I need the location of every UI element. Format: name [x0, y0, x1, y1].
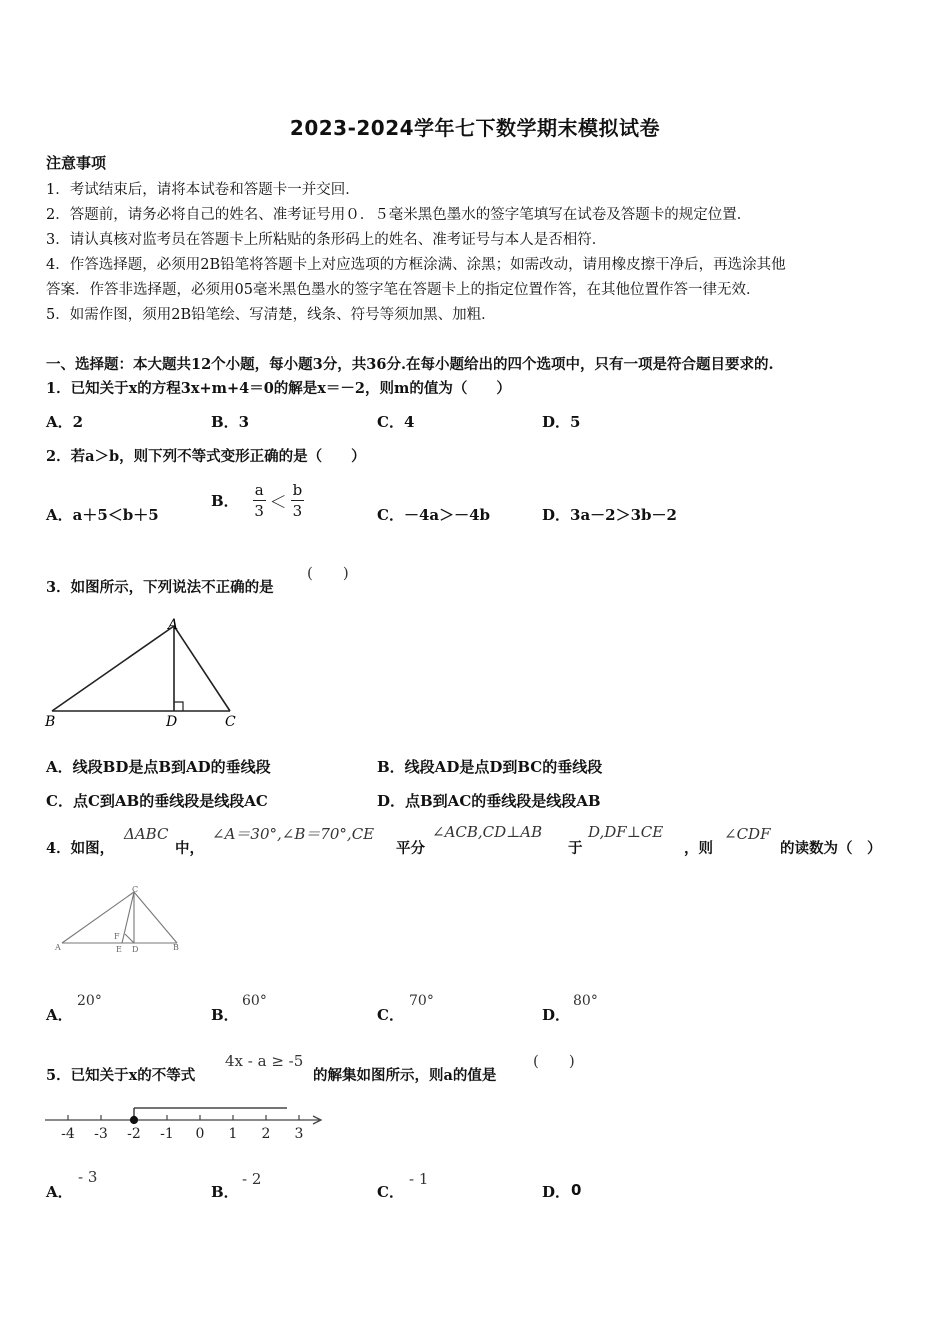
q5-option-c-value: - 1 [409, 1170, 429, 1188]
q5-option-b-label: B． [211, 1183, 239, 1201]
note-item: 3．请认真核对监考员在答题卡上所粘贴的条形码上的姓名、准考证号与本人是否相符． [46, 232, 607, 248]
segment-ab [52, 626, 174, 711]
right-angle-mark [174, 702, 183, 711]
q4-option-b-value: 60° [242, 993, 267, 1009]
denominator: 3 [292, 502, 303, 520]
q5-option-d-label: D． [542, 1183, 571, 1201]
q5-option-a-value: - 3 [78, 1168, 98, 1186]
q4-target-angle: ∠CDF [724, 825, 771, 843]
numerator: a [254, 481, 264, 499]
q4-condition: ∠ACB,CD⊥AB [432, 823, 543, 841]
q5-suffix: 的解集如图所示，则a的值是 [313, 1067, 497, 1084]
note-item: 2．答题前，请务必将自己的姓名、准考证号用０．５毫米黑色墨水的签字笔填写在试卷及答题卡的规定位置． [46, 207, 752, 223]
label-c: C [132, 885, 139, 894]
fraction [291, 480, 305, 521]
q5-option-c-label: C． [377, 1183, 404, 1201]
q4-triangle: ΔABC [124, 825, 169, 843]
label-c: C [225, 714, 236, 730]
q1-option-a: A．2 [46, 413, 84, 431]
tick-label: 1 [228, 1126, 238, 1142]
q4-option-d-value: 80° [573, 993, 598, 1009]
q4-option-c-label: C． [377, 1006, 404, 1024]
q3-option-a: A．线段BD是点B到AD的垂线段 [46, 758, 271, 776]
q4-option-a-label: A． [46, 1006, 73, 1024]
label-f: F [114, 932, 120, 941]
denominator: 3 [254, 502, 264, 520]
q1-option-d: D．5 [542, 413, 581, 431]
q1-option-c: C．4 [377, 413, 415, 431]
q4-tail: 的读数为（ ） [780, 840, 882, 857]
q4-angles: ∠A＝30°,∠B＝70°,CE [212, 825, 375, 843]
q5-paren: ( ) [533, 1052, 575, 1070]
q4-condition: D,DF⊥CE [588, 823, 664, 841]
q5-number-line [40, 1098, 330, 1148]
q5-prefix: 5．已知关于x的不等式 [46, 1067, 196, 1084]
q3-stem: 3．如图所示，下列说法不正确的是 [46, 579, 274, 596]
label-a: A [168, 617, 179, 633]
q2-stem: 2．若a＞b，则下列不等式变形正确的是（ ） [46, 448, 366, 465]
q4-prefix: 4．如图， [46, 840, 115, 857]
q3-option-c: C．点C到AB的垂线段是线段AC [46, 792, 268, 810]
q2-option-b [211, 480, 304, 521]
q5-option-a-label: A． [46, 1183, 73, 1201]
label-b: B [45, 714, 56, 730]
tick-label: -2 [127, 1126, 141, 1142]
page-title: 2023-2024学年七下数学期末模拟试卷 [289, 116, 661, 140]
fraction [253, 480, 266, 521]
segment-ac [174, 626, 230, 711]
notes-heading: 注意事项 [46, 154, 107, 172]
q4-text: 于 [568, 840, 583, 857]
label-d: D [132, 945, 139, 954]
label-b: B [173, 943, 179, 952]
q4-option-d-label: D． [542, 1006, 571, 1024]
q2-option-b-label: B． [211, 492, 239, 510]
q5-option-d-value: 0 [571, 1181, 582, 1199]
q1-stem: 1．已知关于x的方程3x+m+4＝0的解是x＝－2，则m的值为（ ） [46, 380, 511, 397]
solution-endpoint-dot [130, 1116, 137, 1123]
q5-option-b-value: - 2 [242, 1170, 262, 1188]
q3-triangle-figure [40, 612, 250, 732]
q4-option-b-label: B． [211, 1006, 239, 1024]
tick-label: -4 [61, 1126, 75, 1142]
segment-bc [134, 892, 177, 943]
q4-option-c-value: 70° [409, 993, 434, 1009]
q4-option-a-value: 20° [77, 993, 102, 1009]
label-d: D [166, 714, 178, 730]
note-item: 答案．作答非选择题，必须用05毫米黑色墨水的签字笔在答题卡上的指定位置作答，在其他位置作答一律无效． [46, 282, 761, 298]
tick-label: -3 [94, 1126, 108, 1142]
note-item: 4．作答选择题，必须用2B铅笔将答题卡上对应选项的方框涂满、涂黑；如需改动，请用橡皮擦干净后，再选涂其他 [46, 257, 786, 273]
q2-option-d: D．3a－2＞3b－2 [542, 506, 677, 524]
tick-label: 0 [195, 1126, 205, 1142]
tick-label: 3 [294, 1126, 304, 1142]
segment-df [125, 934, 134, 943]
label-a: A [55, 943, 61, 952]
q3-paren: ( ) [307, 564, 349, 582]
note-item: 1．考试结束后，请将本试卷和答题卡一并交回． [46, 182, 360, 198]
q2-option-a: A．a＋5＜b＋5 [46, 506, 159, 524]
less-than: ＜ [269, 493, 287, 513]
q5-inequality: 4x - a ≥ -5 [225, 1052, 304, 1070]
label-e: E [116, 945, 122, 954]
segment-ac [62, 892, 134, 943]
q3-option-d: D．点B到AC的垂线段是线段AB [377, 792, 601, 810]
section-heading: 一、选择题：本大题共12个小题，每小题3分，共36分.在每小题给出的四个选项中，只有一项是符合题目要求的. [46, 356, 774, 373]
tick-label: -1 [160, 1126, 174, 1142]
tick-label: 2 [261, 1126, 271, 1142]
q3-option-b: B．线段AD是点D到BC的垂线段 [377, 758, 603, 776]
note-item: 5．如需作图，须用2B铅笔绘、写清楚，线条、符号等须加黑、加粗． [46, 307, 496, 323]
q4-triangle-figure [52, 884, 187, 956]
q4-text: 中， [175, 840, 204, 857]
q4-text: ，则 [684, 840, 713, 857]
numerator: b [292, 481, 303, 499]
q2-option-c: C．－4a＞－4b [377, 506, 491, 524]
q1-option-b: B．3 [211, 413, 250, 431]
q4-text: 平分 [396, 840, 425, 857]
